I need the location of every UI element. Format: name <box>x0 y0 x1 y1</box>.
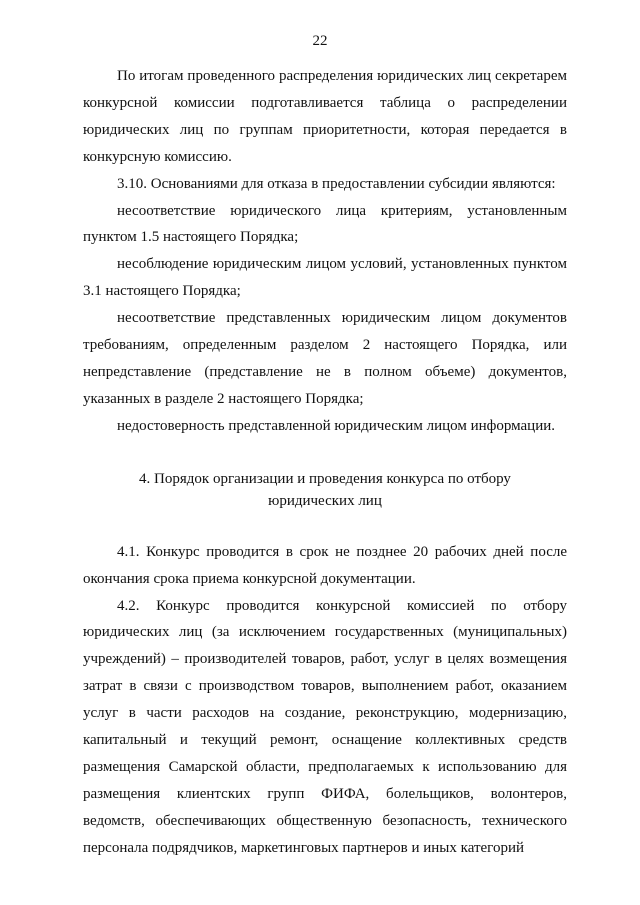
paragraph-4-1: 4.1. Конкурс проводится в срок не позднее 20 рабочих дней после окончания срока приема конкурсной документации. <box>83 543 567 587</box>
paragraph-distribution-table: По итогам проведенного распределения юридических лиц секретарем конкурсной комиссии подготавливается таблица о распределении юридических лиц по группам приоритетности, которая передается в конкурсную комиссию. <box>83 68 567 165</box>
page-number: 22 <box>312 33 328 49</box>
paragraph-documents-mismatch: несоответствие представленных юридическим лицом документов требованиям, определенным разделом 2 настоящего Порядка, или непредставление (представление не в полном объеме) документов, указанных в разделе 2 настоящего Порядка; <box>83 310 567 407</box>
section-heading-line-1: 4. Порядок организации и проведения конкурса по отбору <box>139 470 511 487</box>
paragraph-3-10: 3.10. Основаниями для отказа в предоставлении субсидии являются: <box>117 175 556 192</box>
section-heading <box>83 468 567 512</box>
paragraph-false-information: недостоверность представленной юридическим лицом информации. <box>117 417 556 434</box>
document-body <box>83 63 567 862</box>
paragraph-4-2: 4.2. Конкурс проводится конкурсной комиссией по отбору юридических лиц (за исключением государственных (муниципальных) учреждений) – производителей товаров, работ, услуг в целях возмещения затрат в связи с производством товаров, выполнением работ, оказанием услуг в части расходов на создание, реконструкцию, модернизацию, капитальный и текущий ремонт, оснащение коллективных средств размещения Самарской области, предполагаемых к использованию для размещения клиентских групп ФИФА, болельщиков, волонтеров, ведомств, обеспечивающих общественную безопасность, технического персонала подрядчиков, маркетинговых партнеров и иных категорий <box>83 597 567 856</box>
paragraph-conditions-noncompliance: несоблюдение юридическим лицом условий, установленных пунктом 3.1 настоящего Порядка; <box>83 256 567 300</box>
section-heading-line-2: юридических лиц <box>268 492 382 509</box>
paragraph-criteria-mismatch: несоответствие юридического лица критериям, установленным пунктом 1.5 настоящего Порядка; <box>83 202 567 246</box>
